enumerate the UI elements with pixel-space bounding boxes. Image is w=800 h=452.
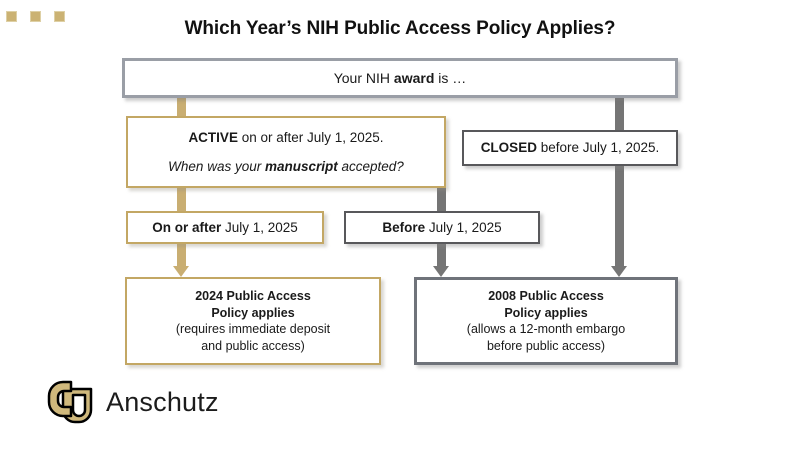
node-option-before-label: Before July 1, 2025 (382, 219, 502, 235)
node-outcome-2008-heading-2: Policy applies (504, 305, 588, 320)
node-award-question[interactable] (122, 58, 678, 98)
node-outcome-2024-heading-1: 2024 Public Access (195, 289, 311, 303)
node-active-line2: When was your manuscript accepted? (168, 158, 404, 174)
node-active-branch[interactable] (126, 116, 446, 188)
page-title: Which Year’s NIH Public Access Policy Applies? (184, 18, 616, 39)
connector-active-to-before (437, 186, 446, 213)
node-option-on-or-after[interactable] (126, 211, 324, 244)
connector-closed-trunk (615, 164, 624, 268)
cu-interlocking-logo-icon (44, 379, 96, 425)
node-option-on-or-after-label: On or after July 1, 2025 (152, 219, 298, 235)
connector-active-to-onafter (177, 186, 186, 213)
arrowhead-to-2008-left (433, 266, 449, 277)
node-outcome-2008-detail-1: (allows a 12-month embargo (466, 322, 626, 336)
node-outcome-2024-heading-2: Policy applies (211, 305, 295, 320)
connector-root-to-active (177, 98, 186, 118)
connector-onafter-to-2024 (177, 242, 186, 268)
node-option-before[interactable] (344, 211, 540, 244)
node-outcome-2008-heading-1: 2008 Public Access (488, 289, 604, 303)
connector-before-to-2008 (437, 242, 446, 268)
arrowhead-to-2008-right (611, 266, 627, 277)
brand-logo (44, 379, 219, 425)
node-award-question-label: Your NIH award is … (333, 69, 467, 86)
node-outcome-2024-detail-2: and public access) (201, 338, 305, 353)
node-closed-label: CLOSED before July 1, 2025. (480, 140, 660, 156)
node-outcome-2008-policy[interactable] (414, 277, 678, 365)
connector-root-to-closed (615, 98, 624, 132)
node-active-line1: ACTIVE on or after July 1, 2025. (188, 129, 384, 145)
brand-logo-text: Anschutz (106, 386, 219, 417)
node-closed-branch[interactable] (462, 130, 678, 166)
node-outcome-2008-detail-2: before public access) (486, 338, 606, 353)
node-outcome-2024-detail-1: (requires immediate deposit (175, 322, 331, 336)
node-outcome-2024-policy[interactable] (125, 277, 381, 365)
arrowhead-to-2024 (173, 266, 189, 277)
